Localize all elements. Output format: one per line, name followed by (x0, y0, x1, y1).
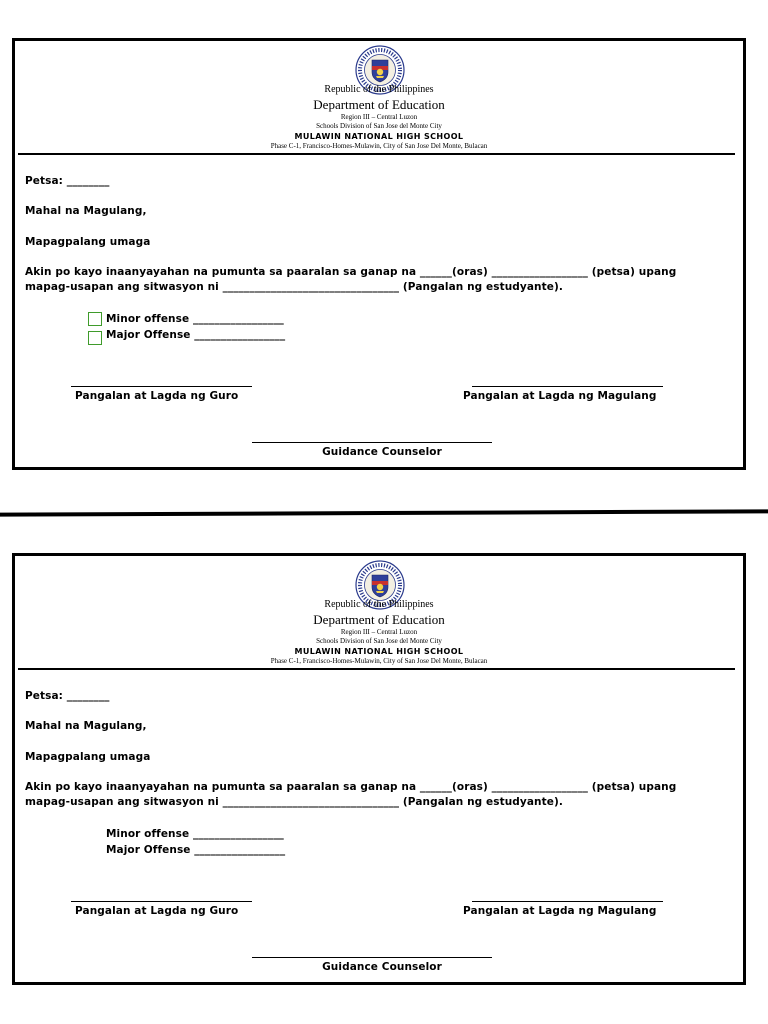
body-line-1: Akin po kayo inaanyayahan na pumunta sa paaralan sa ganap na ______(oras) __________________ (petsa) upang (25, 266, 677, 278)
region-line: Region III – Central Luzon (340, 113, 418, 121)
counselor-signature-line (252, 957, 492, 958)
greeting: Mahal na Magulang, (25, 720, 147, 732)
school-name: MULAWIN NATIONAL HIGH SCHOOL (294, 647, 464, 656)
minor-offense-label: Minor offense _________________ (106, 828, 284, 840)
body-line-2: mapag-usapan ang sitwasyon ni _________________________________ (Pangalan ng estudyante). (25, 281, 563, 293)
school-name: MULAWIN NATIONAL HIGH SCHOOL (294, 132, 464, 141)
cut-line (0, 509, 768, 516)
header-divider (18, 668, 735, 670)
parent-signature-label: Pangalan at Lagda ng Magulang (463, 905, 657, 917)
counselor-signature-line (252, 442, 492, 443)
body-line-1: Akin po kayo inaanyayahan na pumunta sa paaralan sa ganap na ______(oras) __________________ (petsa) upang (25, 781, 677, 793)
minor-offense-checkbox[interactable] (88, 312, 102, 326)
teacher-signature-line (71, 386, 252, 387)
date-field: Petsa: ________ (25, 690, 110, 702)
counselor-label: Guidance Counselor (322, 961, 442, 973)
parent-invitation-form-top (12, 38, 746, 470)
department-name: Department of Education (313, 97, 445, 112)
date-field: Petsa: ________ (25, 175, 110, 187)
teacher-signature-label: Pangalan at Lagda ng Guro (75, 390, 239, 402)
major-offense-checkbox[interactable] (88, 331, 102, 345)
parent-signature-line (472, 386, 663, 387)
republic-line: Republic of the Philippines (324, 84, 434, 95)
greeting: Mahal na Magulang, (25, 205, 147, 217)
salutation: Mapagpalang umaga (25, 751, 151, 763)
teacher-signature-line (71, 901, 252, 902)
division-line: Schools Division of San Jose del Monte City (316, 122, 442, 130)
parent-signature-label: Pangalan at Lagda ng Magulang (463, 390, 657, 402)
republic-line: Republic of the Philippines (324, 599, 434, 610)
region-line: Region III – Central Luzon (340, 628, 418, 636)
division-line: Schools Division of San Jose del Monte City (316, 637, 442, 645)
school-address: Phase C-1, Francisco-Homes-Mulawin, City of San Jose Del Monte, Bulacan (270, 657, 488, 665)
department-name: Department of Education (313, 612, 445, 627)
major-offense-label: Major Offense _________________ (106, 844, 286, 856)
body-line-2: mapag-usapan ang sitwasyon ni _________________________________ (Pangalan ng estudyante). (25, 796, 563, 808)
school-address: Phase C-1, Francisco-Homes-Mulawin, City of San Jose Del Monte, Bulacan (270, 142, 488, 150)
header-divider (18, 153, 735, 155)
parent-signature-line (472, 901, 663, 902)
teacher-signature-label: Pangalan at Lagda ng Guro (75, 905, 239, 917)
parent-invitation-form-bottom (12, 553, 746, 985)
counselor-label: Guidance Counselor (322, 446, 442, 458)
salutation: Mapagpalang umaga (25, 236, 151, 248)
minor-offense-label: Minor offense _________________ (106, 313, 284, 325)
major-offense-label: Major Offense _________________ (106, 329, 286, 341)
